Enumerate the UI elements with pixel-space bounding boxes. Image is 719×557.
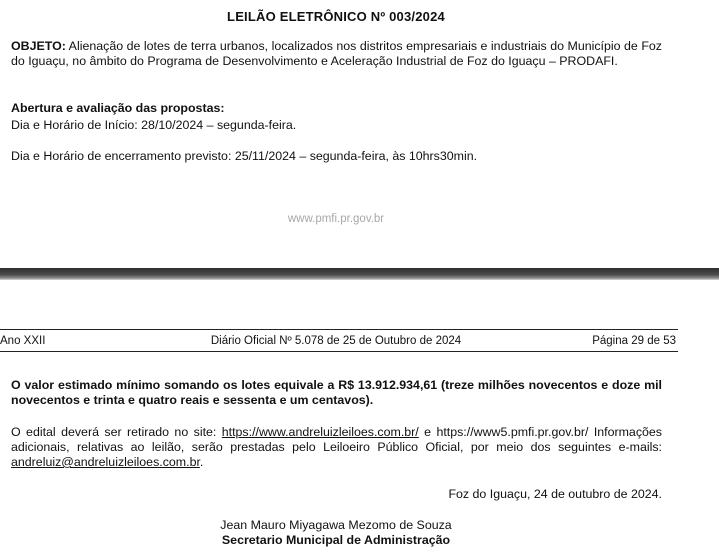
valor-estimado-paragraph: O valor estimado mínimo somando os lotes equivale a R$ 13.912.934,61 (treze milhões novecentos e doze mil novecentos e trinta e quatro reais e sessenta e um centavos). — [11, 378, 662, 407]
website-watermark: www.pmfi.pr.gov.br — [287, 213, 385, 225]
signatory-name: Jean Mauro Miyagawa Mezomo de Souza — [220, 518, 452, 532]
page-break-divider — [0, 268, 719, 280]
objeto-label: OBJETO: — [11, 39, 66, 53]
place-and-date: Foz do Iguaçu, 24 de outubro de 2024. — [448, 487, 662, 501]
signatory-title: Secretario Municipal de Administração — [221, 533, 451, 547]
header-page-number: Página 29 de 53 — [592, 335, 676, 347]
abertura-heading: Abertura e avaliação das propostas: — [11, 101, 225, 115]
edital-paragraph — [11, 425, 662, 470]
edital-prefix: O edital deverá ser retirado no site: — [11, 425, 222, 439]
encerramento-line: Dia e Horário de encerramento previsto: 25/11/2024 – segunda-feira, às 10hrs30min. — [11, 149, 478, 163]
document-title: LEILÃO ELETRÔNICO Nº 003/2024 — [227, 9, 445, 24]
objeto-text: Alienação de lotes de terra urbanos, localizados nos distritos empresariais e industriais do Município de Foz do Iguaçu, no âmbito do Programa de Desenvolvimento e Aceleração Industrial de Foz do Iguaçu – PRODAFI. — [11, 39, 662, 68]
edital-middle: e https://www5.pmfi.pr.gov.br/ Informações adicionais, relativas ao leilão, serão prestadas pelo Leiloeiro Público Oficial, por meio dos seguintes e-mails: — [11, 425, 662, 454]
header-year: Ano XXII — [0, 335, 46, 347]
auctioneer-email-link[interactable]: andreluiz@andreluizleiloes.com.br — [11, 455, 200, 469]
objeto-paragraph — [11, 39, 662, 69]
header-bottom-rule — [0, 351, 678, 352]
inicio-line: Dia e Horário de Início: 28/10/2024 – segunda-feira. — [11, 118, 297, 132]
header-top-rule — [0, 329, 678, 330]
auctioneer-site-link[interactable]: https://www.andreluizleiloes.com.br/ — [221, 425, 419, 439]
edital-suffix: . — [199, 455, 204, 469]
header-gazette: Diário Oficial Nº 5.078 de 25 de Outubro de 2024 — [210, 335, 462, 347]
